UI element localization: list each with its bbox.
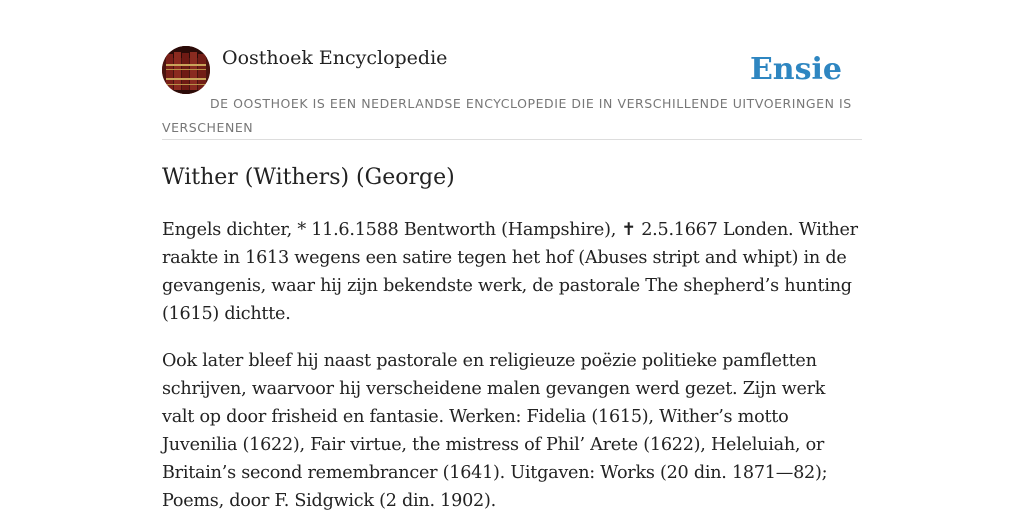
article-title: Wither (Withers) (George) (162, 165, 455, 190)
site-header (162, 46, 862, 140)
article-paragraph-2: Ook later bleef hij naast pastorale en religieuze poëzie politieke pamfletten schrijven, waarvoor hij verscheidene malen gevangen werd gezet. Zijn werk valt op door frisheid en fantasie. Werken: Fidelia (1615), Wither’s motto Juvenilia (1622), Fair virtue, the mistress of Phil’ Arete (1622), Heleluiah, or Britain’s second remembrancer (1641). Uitgaven: Works (20 din. 1871—82); Poems, door F. Sidgwick (2 din. 1902). (162, 351, 828, 511)
brand-logo[interactable]: Ensie (749, 52, 842, 87)
site-name[interactable]: Oosthoek Encyclopedie (222, 47, 448, 69)
encyclopedia-books-icon[interactable] (162, 46, 210, 94)
site-tagline: DE OOSTHOEK IS EEN NEDERLANDSE ENCYCLOPEDIE DIE IN VERSCHILLENDE UITVOERINGEN IS VERSCHENEN (162, 96, 852, 135)
avatar-image (162, 46, 210, 94)
article-paragraph-1: Engels dichter, * 11.6.1588 Bentworth (Hampshire), ✝ 2.5.1667 Londen. Wither raakte in 1613 wegens een satire tegen het hof (Abuses stript and whipt) in de gevangenis, waar hij zijn bekendste werk, de pastorale The shepherd’s hunting (1615) dichtte. (162, 220, 858, 324)
